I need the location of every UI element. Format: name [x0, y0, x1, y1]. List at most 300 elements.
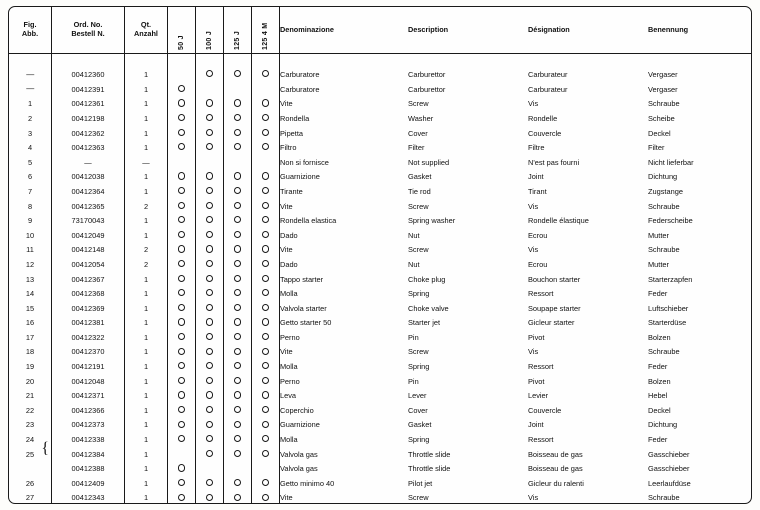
table-body: [9, 53, 752, 504]
cell-order-no: 00412338: [52, 432, 125, 447]
circle-marker-icon: [234, 275, 241, 282]
cell-benennung: Dichtung: [648, 420, 678, 430]
circle-marker-icon: [178, 464, 185, 471]
column-header-denominazione: Denominazione: [280, 7, 409, 53]
circle-marker-icon: [206, 114, 213, 121]
fig-number: 9: [27, 216, 33, 226]
cell-fig: [9, 330, 52, 345]
cell-model-0: [168, 184, 196, 199]
circle-marker-icon: [234, 333, 241, 340]
cell-denominazione: Filtro: [280, 143, 297, 153]
fig-number: —: [26, 84, 34, 94]
cell-model-1: [196, 330, 224, 345]
circle-marker-icon: [206, 391, 213, 398]
cell-fig: [9, 316, 52, 331]
cell-description: Not supplied: [408, 157, 450, 167]
cell-designation: Couvercle: [528, 405, 562, 415]
table-row: [9, 257, 752, 272]
cell-model-1: [196, 82, 224, 97]
cell-denominazione: Molla: [280, 362, 298, 372]
cell-fig: [9, 389, 52, 404]
cell-description: Filter: [408, 143, 425, 153]
spacer-cell-benen: [648, 53, 752, 68]
fig-number: 15: [25, 303, 35, 313]
cell-order-no: 00412048: [52, 374, 125, 389]
column-header-fig-line1: Fig.: [23, 20, 37, 30]
circle-marker-icon: [262, 187, 269, 194]
cell-model-0: [168, 82, 196, 97]
cell-model-0: [168, 491, 196, 504]
cell-denominazione: Carburatore: [280, 70, 320, 80]
cell-description: Throttle slide: [408, 464, 451, 474]
cell-fig: [9, 491, 52, 504]
cell-model-1: [196, 403, 224, 418]
fig-number: 5: [27, 157, 33, 167]
cell-model-1: [196, 476, 224, 491]
cell-denominazione: Rondella elastica: [280, 216, 337, 226]
cell-quantity: 1: [125, 141, 168, 156]
cell-model-1: [196, 301, 224, 316]
table-row: [9, 287, 752, 302]
circle-marker-icon: [234, 216, 241, 223]
spacer-cell-qt: [125, 53, 168, 68]
cell-model-1: [196, 272, 224, 287]
cell-model-3: [252, 330, 280, 345]
cell-designation: Filtre: [528, 143, 545, 153]
circle-marker-icon: [206, 216, 213, 223]
cell-model-2: [224, 199, 252, 214]
circle-marker-icon: [234, 348, 241, 355]
cell-designation: Pivot: [528, 332, 545, 342]
circle-marker-icon: [178, 216, 185, 223]
cell-model-1: [196, 257, 224, 272]
cell-model-2: [224, 359, 252, 374]
table-row: [9, 330, 752, 345]
cell-benennung: Vergaser: [648, 70, 678, 80]
cell-benennung: Schraube: [648, 99, 680, 109]
cell-model-2: [224, 170, 252, 185]
circle-marker-icon: [234, 450, 241, 457]
cell-model-0: [168, 111, 196, 126]
cell-order-no: 00412366: [52, 403, 125, 418]
cell-quantity: 1: [125, 316, 168, 331]
circle-marker-icon: [234, 70, 241, 77]
cell-description: Screw: [408, 245, 429, 255]
column-header-model-3-label: 125 4 M: [262, 22, 269, 50]
table-row: [9, 228, 752, 243]
cell-denominazione: Getto starter 50: [280, 318, 332, 328]
circle-marker-icon: [234, 304, 241, 311]
circle-marker-icon: [234, 143, 241, 150]
circle-marker-icon: [262, 304, 269, 311]
circle-marker-icon: [206, 70, 213, 77]
cell-benennung: Schraube: [648, 493, 680, 503]
circle-marker-icon: [262, 333, 269, 340]
circle-marker-icon: [178, 114, 185, 121]
circle-marker-icon: [178, 172, 185, 179]
circle-marker-icon: [206, 231, 213, 238]
cell-quantity: 2: [125, 243, 168, 258]
circle-marker-icon: [234, 245, 241, 252]
circle-marker-icon: [262, 216, 269, 223]
circle-marker-icon: [262, 479, 269, 486]
cell-model-3: [252, 345, 280, 360]
cell-description: Pilot jet: [408, 478, 433, 488]
cell-denominazione: Molla: [280, 289, 298, 299]
cell-denominazione: Non si fornisce: [280, 157, 329, 167]
circle-marker-icon: [234, 289, 241, 296]
cell-fig: [9, 170, 52, 185]
circle-marker-icon: [234, 231, 241, 238]
fig-number: 17: [25, 332, 35, 342]
cell-benennung: Feder: [648, 362, 668, 372]
parts-table-sheet: [8, 6, 752, 504]
cell-fig: [9, 374, 52, 389]
cell-benennung: Starterdüse: [648, 318, 687, 328]
cell-fig: [9, 184, 52, 199]
circle-marker-icon: [262, 494, 269, 501]
circle-marker-icon: [206, 479, 213, 486]
fig-number: 18: [25, 347, 35, 357]
circle-marker-icon: [234, 129, 241, 136]
cell-designation: Gicleur starter: [528, 318, 575, 328]
circle-marker-icon: [178, 99, 185, 106]
cell-benennung: Leerlaufdüse: [648, 478, 691, 488]
cell-model-2: [224, 476, 252, 491]
cell-model-2: [224, 316, 252, 331]
cell-model-2: [224, 389, 252, 404]
cell-model-3: [252, 491, 280, 504]
circle-marker-icon: [178, 421, 185, 428]
cell-designation: Levier: [528, 391, 549, 401]
cell-model-0: [168, 359, 196, 374]
cell-denominazione: Leva: [280, 391, 297, 401]
cell-fig: [9, 243, 52, 258]
circle-marker-icon: [178, 318, 185, 325]
parts-table: [9, 7, 752, 504]
table-row: [9, 126, 752, 141]
cell-quantity: 1: [125, 82, 168, 97]
cell-model-3: [252, 184, 280, 199]
cell-benennung: Deckel: [648, 128, 671, 138]
cell-model-1: [196, 68, 224, 83]
cell-model-1: [196, 287, 224, 302]
column-header-model-1-label: 100 J: [206, 30, 213, 50]
circle-marker-icon: [234, 377, 241, 384]
table-row: [9, 155, 752, 170]
cell-description: Spring washer: [408, 216, 456, 226]
cell-model-0: [168, 374, 196, 389]
table-row: [9, 272, 752, 287]
cell-denominazione: Valvola starter: [280, 303, 327, 313]
cell-benennung: Hebel: [648, 391, 668, 401]
fig-number: 16: [25, 318, 35, 328]
cell-model-0: [168, 476, 196, 491]
spacer-cell-ord: [52, 53, 125, 68]
spacer-cell-desig: [528, 53, 648, 68]
table-row: [9, 462, 752, 477]
cell-quantity: 1: [125, 476, 168, 491]
fig-number: 3: [27, 128, 33, 138]
circle-marker-icon: [262, 260, 269, 267]
cell-denominazione: Perno: [280, 376, 300, 386]
cell-fig: [9, 97, 52, 112]
cell-model-1: [196, 199, 224, 214]
cell-model-2: [224, 447, 252, 462]
table-header-row: [9, 7, 752, 53]
cell-quantity: 1: [125, 111, 168, 126]
cell-model-2: [224, 432, 252, 447]
cell-fig: [9, 111, 52, 126]
cell-denominazione: Molla: [280, 435, 298, 445]
fig-number: 8: [27, 201, 33, 211]
cell-quantity: 1: [125, 447, 168, 462]
cell-model-3: [252, 462, 280, 477]
fig-number: 23: [25, 420, 35, 430]
cell-quantity: 1: [125, 97, 168, 112]
cell-model-0: [168, 432, 196, 447]
cell-order-no: 00412198: [52, 111, 125, 126]
cell-order-no: 00412049: [52, 228, 125, 243]
cell-benennung: Mutter: [648, 259, 669, 269]
cell-denominazione: Rondella: [280, 113, 310, 123]
circle-marker-icon: [262, 245, 269, 252]
cell-model-1: [196, 228, 224, 243]
cell-benennung: Nicht lieferbar: [648, 157, 694, 167]
cell-fig: [9, 462, 52, 477]
cell-designation: N'est pas fourni: [528, 157, 580, 167]
table-row: [9, 389, 752, 404]
cell-designation: Ecrou: [528, 259, 548, 269]
spacer-cell-fig: [9, 53, 52, 68]
cell-benennung: Gasschieber: [648, 449, 690, 459]
circle-marker-icon: [206, 406, 213, 413]
circle-marker-icon: [234, 494, 241, 501]
circle-marker-icon: [178, 129, 185, 136]
fig-number: 2: [27, 113, 33, 123]
cell-order-no: 00412363: [52, 141, 125, 156]
cell-fig: [9, 214, 52, 229]
circle-marker-icon: [234, 435, 241, 442]
cell-model-0: [168, 462, 196, 477]
cell-model-2: [224, 97, 252, 112]
cell-model-2: [224, 155, 252, 170]
cell-model-2: [224, 374, 252, 389]
cell-description: Lever: [408, 391, 427, 401]
fig-number: 20: [25, 376, 35, 386]
cell-model-1: [196, 214, 224, 229]
cell-order-no: 00412373: [52, 418, 125, 433]
circle-marker-icon: [206, 494, 213, 501]
cell-benennung: Feder: [648, 289, 668, 299]
circle-marker-icon: [178, 85, 185, 92]
column-header-order-line2: Bestell N.: [71, 28, 105, 38]
brace-icon: {: [41, 440, 49, 458]
cell-model-1: [196, 374, 224, 389]
fig-number: 6: [27, 172, 33, 182]
cell-model-3: [252, 287, 280, 302]
cell-model-0: [168, 272, 196, 287]
column-header-qt-line1: Qt.: [140, 20, 152, 30]
cell-model-3: [252, 389, 280, 404]
cell-benennung: Federscheibe: [648, 216, 693, 226]
table-spacer-row: [9, 53, 752, 68]
cell-model-0: [168, 199, 196, 214]
cell-quantity: 1: [125, 68, 168, 83]
cell-model-1: [196, 155, 224, 170]
cell-fig: [9, 345, 52, 360]
circle-marker-icon: [234, 114, 241, 121]
circle-marker-icon: [206, 348, 213, 355]
cell-model-2: [224, 301, 252, 316]
table-row: [9, 97, 752, 112]
cell-model-1: [196, 389, 224, 404]
circle-marker-icon: [206, 435, 213, 442]
circle-marker-icon: [178, 494, 185, 501]
circle-marker-icon: [262, 289, 269, 296]
cell-order-no: 00412369: [52, 301, 125, 316]
cell-model-1: [196, 491, 224, 504]
circle-marker-icon: [206, 362, 213, 369]
cell-quantity: —: [125, 155, 168, 170]
circle-marker-icon: [206, 333, 213, 340]
cell-model-2: [224, 68, 252, 83]
cell-model-0: [168, 287, 196, 302]
cell-model-0: [168, 243, 196, 258]
table-row: [9, 141, 752, 156]
circle-marker-icon: [234, 260, 241, 267]
circle-marker-icon: [262, 114, 269, 121]
spacer-cell-model-2: [224, 53, 252, 68]
circle-marker-icon: [262, 143, 269, 150]
cell-model-2: [224, 111, 252, 126]
circle-marker-icon: [262, 172, 269, 179]
cell-designation: Gicleur du ralenti: [528, 478, 584, 488]
cell-order-no: 00412367: [52, 272, 125, 287]
cell-denominazione: Tappo starter: [280, 274, 324, 284]
cell-description: Choke valve: [408, 303, 449, 313]
cell-quantity: 1: [125, 359, 168, 374]
cell-order-no: 00412365: [52, 199, 125, 214]
cell-order-no: 00412381: [52, 316, 125, 331]
circle-marker-icon: [262, 202, 269, 209]
circle-marker-icon: [234, 202, 241, 209]
cell-model-0: [168, 389, 196, 404]
column-header-model-2-label: 125 J: [234, 30, 241, 50]
cell-designation: Joint: [528, 172, 544, 182]
cell-model-0: [168, 316, 196, 331]
cell-designation: Vis: [528, 99, 539, 109]
cell-denominazione: Vite: [280, 493, 293, 503]
cell-model-1: [196, 170, 224, 185]
circle-marker-icon: [178, 377, 185, 384]
cell-fig: [9, 68, 52, 83]
circle-marker-icon: [206, 275, 213, 282]
cell-model-3: [252, 228, 280, 243]
cell-description: Cover: [408, 405, 428, 415]
cell-model-3: [252, 374, 280, 389]
table-row: [9, 476, 752, 491]
circle-marker-icon: [206, 260, 213, 267]
circle-marker-icon: [262, 377, 269, 384]
spacer-cell-desc: [408, 53, 528, 68]
column-header-description: Description: [408, 7, 528, 53]
circle-marker-icon: [206, 450, 213, 457]
column-header-model-3: [252, 7, 280, 53]
table-row: [9, 447, 752, 462]
cell-quantity: 1: [125, 170, 168, 185]
cell-model-3: [252, 257, 280, 272]
fig-number: 22: [25, 405, 35, 415]
cell-fig: [9, 141, 52, 156]
cell-designation: Rondelle élastique: [528, 216, 589, 226]
spacer-cell-model-1: [196, 53, 224, 68]
cell-model-1: [196, 97, 224, 112]
cell-model-0: [168, 214, 196, 229]
spacer-cell-model-0: [168, 53, 196, 68]
cell-benennung: Luftschieber: [648, 303, 689, 313]
cell-order-no: 00412364: [52, 184, 125, 199]
cell-description: Washer: [408, 113, 434, 123]
cell-designation: Vis: [528, 201, 539, 211]
column-header-model-0-label: 50 J: [178, 34, 185, 50]
cell-model-0: [168, 257, 196, 272]
cell-model-3: [252, 214, 280, 229]
cell-quantity: 1: [125, 272, 168, 287]
fig-number: 14: [25, 289, 35, 299]
cell-description: Spring: [408, 362, 430, 372]
circle-marker-icon: [234, 362, 241, 369]
cell-description: Cover: [408, 128, 428, 138]
circle-marker-icon: [262, 421, 269, 428]
cell-description: Pin: [408, 376, 419, 386]
cell-description: Spring: [408, 435, 430, 445]
column-header-benennung: Benennung: [648, 7, 752, 53]
cell-description: Nut: [408, 259, 420, 269]
cell-denominazione: Getto minimo 40: [280, 478, 335, 488]
cell-model-2: [224, 403, 252, 418]
circle-marker-icon: [178, 260, 185, 267]
circle-marker-icon: [206, 289, 213, 296]
cell-fig: [9, 272, 52, 287]
cell-benennung: Bolzen: [648, 332, 671, 342]
cell-model-3: [252, 126, 280, 141]
cell-model-1: [196, 462, 224, 477]
cell-designation: Vis: [528, 245, 539, 255]
cell-model-2: [224, 257, 252, 272]
cell-model-0: [168, 97, 196, 112]
cell-denominazione: Vite: [280, 99, 293, 109]
cell-model-2: [224, 345, 252, 360]
cell-model-3: [252, 68, 280, 83]
cell-designation: Vis: [528, 347, 539, 357]
cell-description: Screw: [408, 201, 429, 211]
cell-fig: [9, 476, 52, 491]
cell-designation: Carburateur: [528, 70, 568, 80]
cell-quantity: 1: [125, 184, 168, 199]
cell-order-no: 00412038: [52, 170, 125, 185]
circle-marker-icon: [234, 172, 241, 179]
cell-benennung: Schraube: [648, 347, 680, 357]
cell-denominazione: Valvola gas: [280, 449, 318, 459]
cell-description: Starter jet: [408, 318, 441, 328]
cell-model-3: [252, 301, 280, 316]
circle-marker-icon: [178, 143, 185, 150]
table-row: [9, 301, 752, 316]
cell-model-1: [196, 111, 224, 126]
cell-model-0: [168, 68, 196, 83]
cell-model-1: [196, 345, 224, 360]
